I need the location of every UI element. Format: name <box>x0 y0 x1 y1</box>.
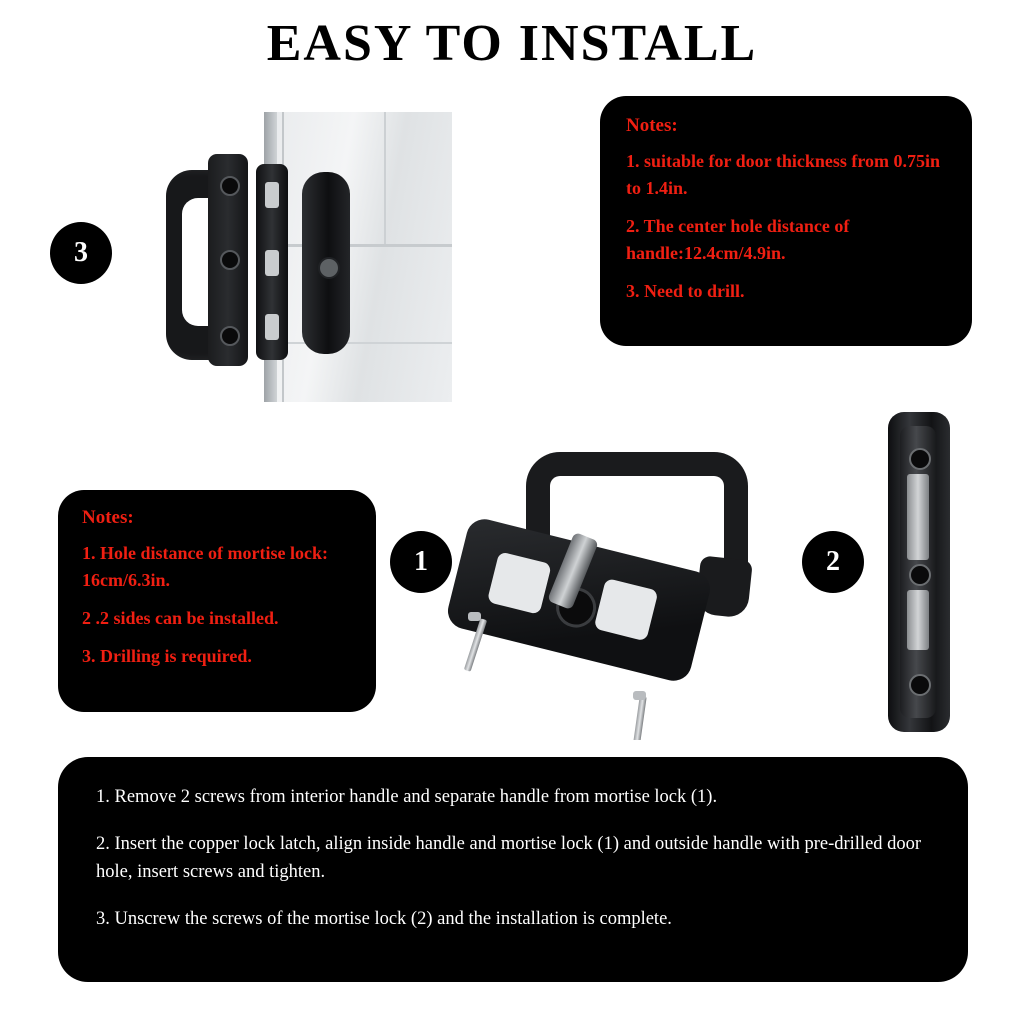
notes-left-line-1: 1. Hole distance of mortise lock: 16cm/6.3in. <box>82 542 328 590</box>
notes-top-line-2: 2. The center hole distance of handle:12.4cm/4.9in. <box>626 215 850 263</box>
notes-left-heading: Notes: <box>82 507 134 528</box>
page-title: EASY TO INSTALL <box>266 15 758 72</box>
lock-slot <box>265 250 279 276</box>
door-seam <box>277 342 452 344</box>
screw-head <box>468 612 481 621</box>
notes-left-line-2: 2 .2 sides can be installed. <box>82 607 279 628</box>
notes-top-line-3: 3. Need to drill. <box>626 280 745 301</box>
mortise-lock-plate <box>907 590 929 650</box>
instruction-step-2: 2. Insert the copper lock latch, align inside handle and mortise lock (1) and outside handle with pre-drilled door hole, insert screws and tighten. <box>96 833 922 883</box>
keyhole-icon <box>318 257 340 279</box>
notes-panel-left <box>58 490 376 712</box>
screw-hole <box>220 326 240 346</box>
mortise-plate <box>208 154 248 366</box>
instructions-panel <box>58 757 968 982</box>
step-badge-3: 3 <box>50 222 112 284</box>
instruction-step-1: 1. Remove 2 screws from interior handle and separate handle from mortise lock (1). <box>96 787 718 807</box>
screw <box>632 696 646 740</box>
lock-cavity <box>487 551 552 615</box>
instruction-step-3: 3. Unscrew the screws of the mortise lock (2) and the installation is complete. <box>96 909 672 930</box>
screw-hole <box>220 250 240 270</box>
screw-hole <box>220 176 240 196</box>
lock-slot <box>265 314 279 340</box>
door-assembly-image <box>152 112 452 402</box>
notes-panel-top <box>600 96 972 346</box>
step-badge-1: 1 <box>390 531 452 593</box>
screw-hole <box>909 564 931 586</box>
step-badge-2: 2 <box>802 531 864 593</box>
screw-hole <box>909 448 931 470</box>
screw-hole <box>909 674 931 696</box>
screw-head <box>633 691 646 700</box>
lock-cavity <box>594 578 659 642</box>
door-panel <box>264 112 452 402</box>
mortise-lock-plate <box>907 474 929 560</box>
door-seam <box>384 112 386 244</box>
mortise-lock-image <box>880 412 970 732</box>
exploded-handle-image <box>440 440 800 740</box>
notes-top-heading: Notes: <box>626 115 678 136</box>
notes-top-line-1: 1. suitable for door thickness from 0.75in to 1.4in. <box>626 150 941 198</box>
notes-left-line-3: 3. Drilling is required. <box>82 645 252 666</box>
mortise-lock-bar <box>256 164 288 360</box>
lock-slot <box>265 182 279 208</box>
